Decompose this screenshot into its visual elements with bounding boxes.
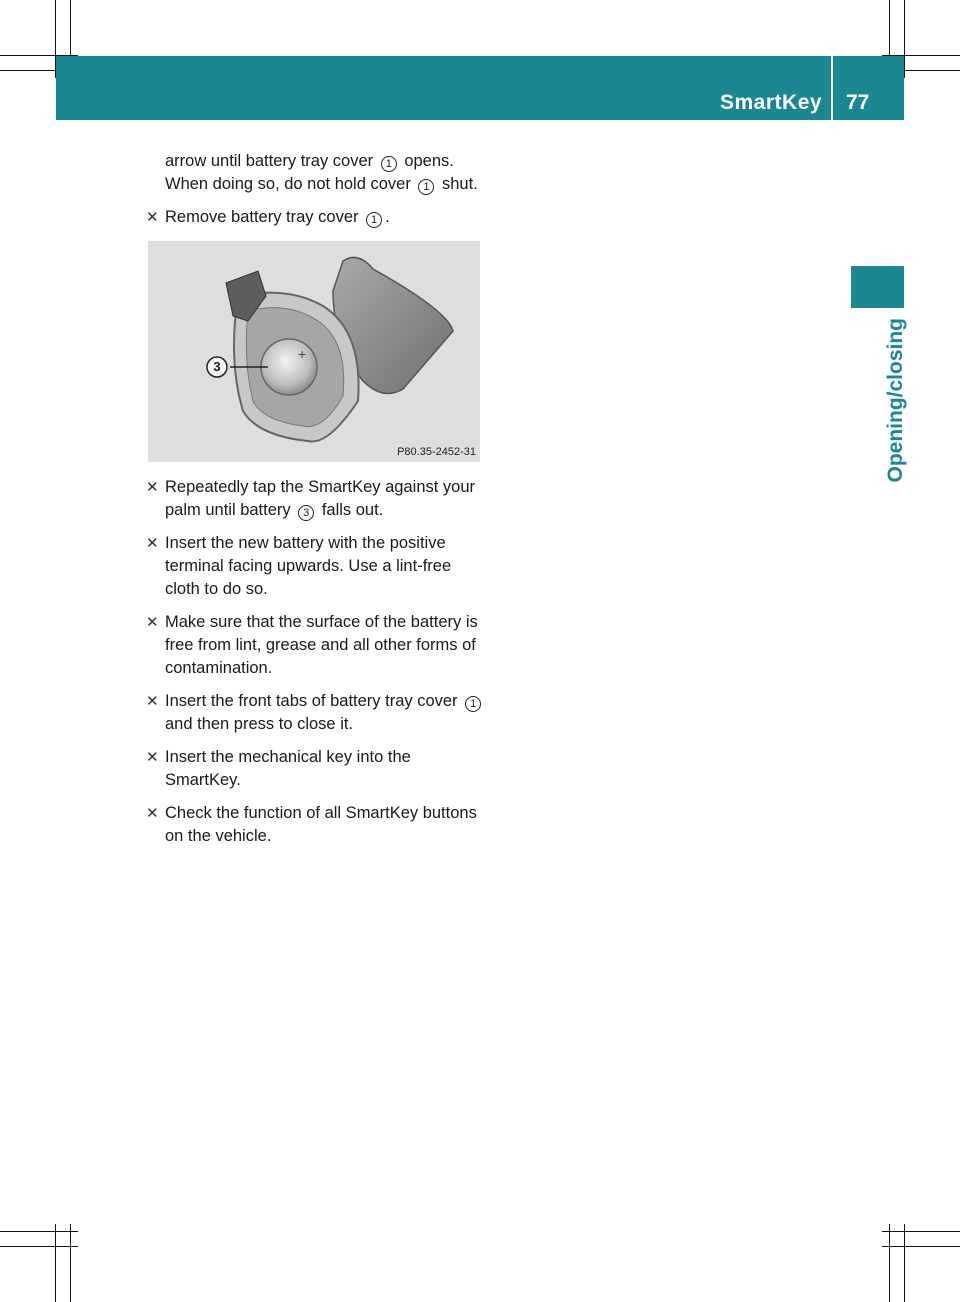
text: . (385, 208, 390, 226)
text: When doing so, do not hold cover (165, 175, 416, 193)
smartkey-illustration (148, 241, 480, 462)
step-arrow-icon: ✕ (146, 209, 159, 226)
text: arrow until battery tray cover (165, 152, 378, 170)
crop-mark (904, 0, 905, 78)
steps-list (145, 476, 490, 858)
page-number: 77 (846, 91, 870, 114)
text: Remove battery tray cover (165, 208, 364, 226)
intro-line-2 (145, 173, 485, 196)
text: opens. (399, 152, 454, 170)
crop-mark (55, 1224, 56, 1302)
text: Insert the mechanical key into the SmartKey. (165, 748, 411, 789)
step-remove-cover (145, 206, 485, 229)
step-item (145, 690, 490, 736)
ref-number: 1 (381, 156, 397, 172)
section-title: SmartKey (720, 91, 823, 114)
smartkey-figure (148, 241, 480, 462)
ref-number: 1 (418, 179, 434, 195)
step-arrow-icon: ✕ (146, 479, 159, 496)
side-label: Opening/closing (884, 318, 907, 483)
text: and then press to close it. (165, 715, 354, 733)
figure-callout: 3 (213, 359, 221, 374)
step-arrow-icon: ✕ (146, 614, 159, 631)
crop-mark (904, 1224, 905, 1302)
step-arrow-icon: ✕ (146, 749, 159, 766)
step-item (145, 476, 490, 522)
text: shut. (437, 175, 478, 193)
ref-number: 3 (298, 505, 314, 521)
crop-mark (70, 1224, 71, 1302)
crop-mark (0, 1231, 78, 1232)
crop-mark (0, 1246, 78, 1247)
step-arrow-icon: ✕ (146, 535, 159, 552)
step-arrow-icon: ✕ (146, 693, 159, 710)
intro-text (145, 150, 485, 239)
text: Repeatedly tap the SmartKey against your palm until battery (165, 478, 476, 519)
intro-line-1 (145, 150, 485, 173)
crop-mark (889, 1224, 890, 1302)
figure-id: P80.35-2452-31 (397, 446, 476, 458)
text: Insert the new battery with the positive terminal facing upwards. Use a lint-free cloth to do so. (165, 534, 452, 598)
text: falls out. (317, 501, 384, 519)
ref-number: 1 (465, 696, 481, 712)
svg-text:+: + (298, 346, 307, 362)
step-arrow-icon: ✕ (146, 805, 159, 822)
text: Insert the front tabs of battery tray cover (165, 692, 463, 710)
text: Make sure that the surface of the battery is free from lint, grease and all other forms of contamination. (165, 613, 478, 677)
step-item (145, 532, 490, 601)
step-item (145, 611, 490, 680)
step-item (145, 746, 490, 792)
ref-number: 1 (366, 212, 382, 228)
header-divider (831, 56, 833, 120)
crop-mark (882, 1231, 960, 1232)
step-item (145, 802, 490, 848)
side-tab (851, 266, 904, 308)
crop-mark (882, 1246, 960, 1247)
text: Check the function of all SmartKey buttons on the vehicle. (165, 804, 477, 845)
